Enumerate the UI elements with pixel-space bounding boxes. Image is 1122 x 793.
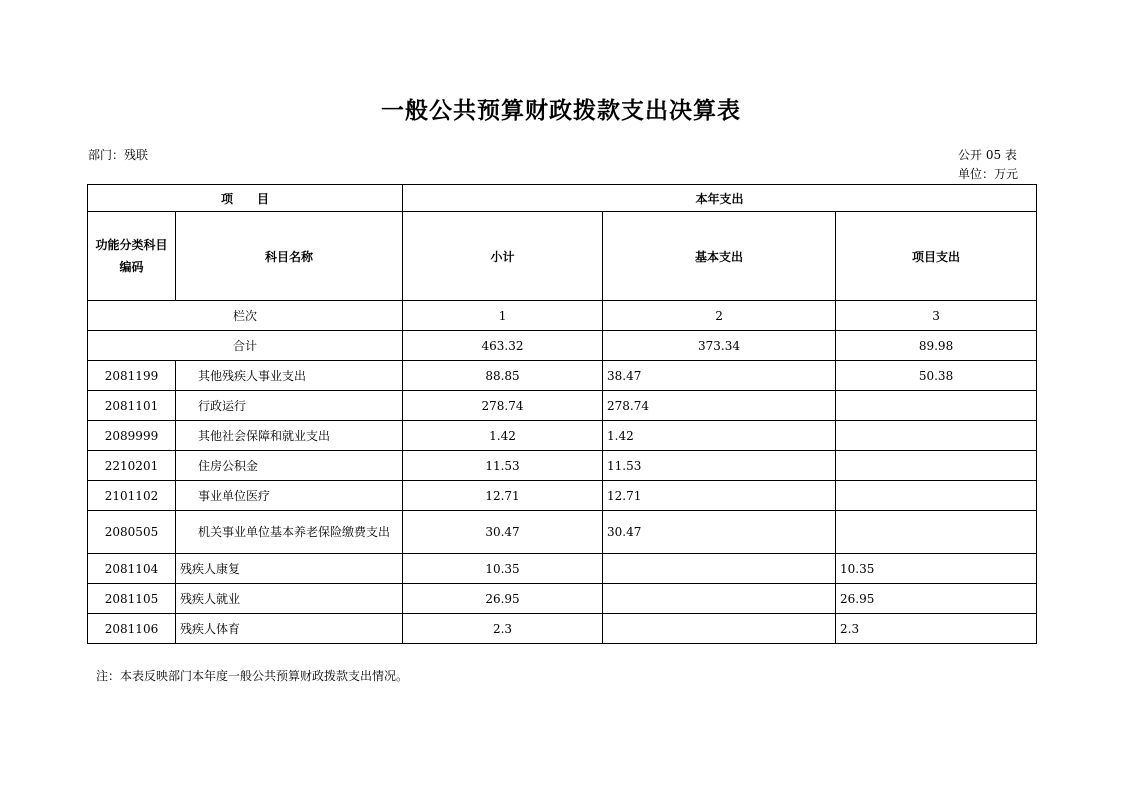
row-code: 2101102 (88, 481, 176, 511)
table-row (88, 614, 1037, 644)
row-basic (603, 614, 836, 644)
row-subtotal: 11.53 (403, 451, 603, 481)
row-basic: 30.47 (603, 511, 836, 554)
total-project: 89.98 (836, 331, 1037, 361)
header-func-code: 功能分类科目编码 (88, 212, 176, 301)
row-project: 10.35 (836, 554, 1037, 584)
row-basic: 38.47 (603, 361, 836, 391)
row-subtotal: 26.95 (403, 584, 603, 614)
total-basic: 373.34 (603, 331, 836, 361)
row-code: 2081199 (88, 361, 176, 391)
row-subtotal: 1.42 (403, 421, 603, 451)
row-project (836, 421, 1037, 451)
row-project (836, 391, 1037, 421)
column-number-label: 栏次 (88, 301, 403, 331)
row-name: 其他社会保障和就业支出 (176, 421, 403, 451)
row-basic: 1.42 (603, 421, 836, 451)
row-code: 2089999 (88, 421, 176, 451)
row-project (836, 451, 1037, 481)
row-name: 其他残疾人事业支出 (176, 361, 403, 391)
row-code: 2210201 (88, 451, 176, 481)
row-basic: 12.71 (603, 481, 836, 511)
row-basic (603, 554, 836, 584)
row-name: 残疾人康复 (176, 554, 403, 584)
row-code: 2080505 (88, 511, 176, 554)
unit-label: 单位：万元 (958, 167, 1019, 181)
row-code: 2081101 (88, 391, 176, 421)
header-basic: 基本支出 (603, 212, 836, 301)
row-subtotal: 30.47 (403, 511, 603, 554)
row-name: 残疾人体育 (176, 614, 403, 644)
header-project: 项目支出 (836, 212, 1037, 301)
row-project: 50.38 (836, 361, 1037, 391)
total-subtotal: 463.32 (403, 331, 603, 361)
form-number: 公开 05 表 (958, 148, 1017, 162)
table-row (88, 421, 1037, 451)
header-current-year: 本年支出 (403, 185, 1037, 212)
row-project (836, 481, 1037, 511)
row-code: 2081106 (88, 614, 176, 644)
header-subject-name: 科目名称 (176, 212, 403, 301)
row-name: 机关事业单位基本养老保险缴费支出 (176, 511, 403, 554)
column-number-3: 3 (836, 301, 1037, 331)
row-basic: 11.53 (603, 451, 836, 481)
row-subtotal: 12.71 (403, 481, 603, 511)
table-row (88, 554, 1037, 584)
row-subtotal: 2.3 (403, 614, 603, 644)
row-code: 2081104 (88, 554, 176, 584)
row-project (836, 511, 1037, 554)
header-row-1 (88, 185, 1037, 212)
expenditure-table (87, 184, 1037, 644)
row-basic (603, 584, 836, 614)
column-number-2: 2 (603, 301, 836, 331)
row-name: 事业单位医疗 (176, 481, 403, 511)
table-row (88, 511, 1037, 554)
row-subtotal: 278.74 (403, 391, 603, 421)
row-name: 残疾人就业 (176, 584, 403, 614)
table-row (88, 391, 1037, 421)
table-row (88, 451, 1037, 481)
row-project: 26.95 (836, 584, 1037, 614)
row-subtotal: 10.35 (403, 554, 603, 584)
table-row (88, 481, 1037, 511)
row-subtotal: 88.85 (403, 361, 603, 391)
footnote: 注：本表反映部门本年度一般公共预算财政拨款支出情况。 (96, 669, 409, 683)
column-number-row (88, 301, 1037, 331)
page-title: 一般公共预算财政拨款支出决算表 (381, 98, 741, 124)
total-row (88, 331, 1037, 361)
header-subtotal: 小计 (403, 212, 603, 301)
table-row (88, 361, 1037, 391)
header-item: 项 目 (88, 185, 403, 212)
header-row-2 (88, 212, 1037, 301)
row-basic: 278.74 (603, 391, 836, 421)
total-label: 合计 (88, 331, 403, 361)
row-project: 2.3 (836, 614, 1037, 644)
column-number-1: 1 (403, 301, 603, 331)
row-name: 住房公积金 (176, 451, 403, 481)
row-name: 行政运行 (176, 391, 403, 421)
row-code: 2081105 (88, 584, 176, 614)
department-label: 部门：残联 (88, 148, 149, 162)
table-row (88, 584, 1037, 614)
